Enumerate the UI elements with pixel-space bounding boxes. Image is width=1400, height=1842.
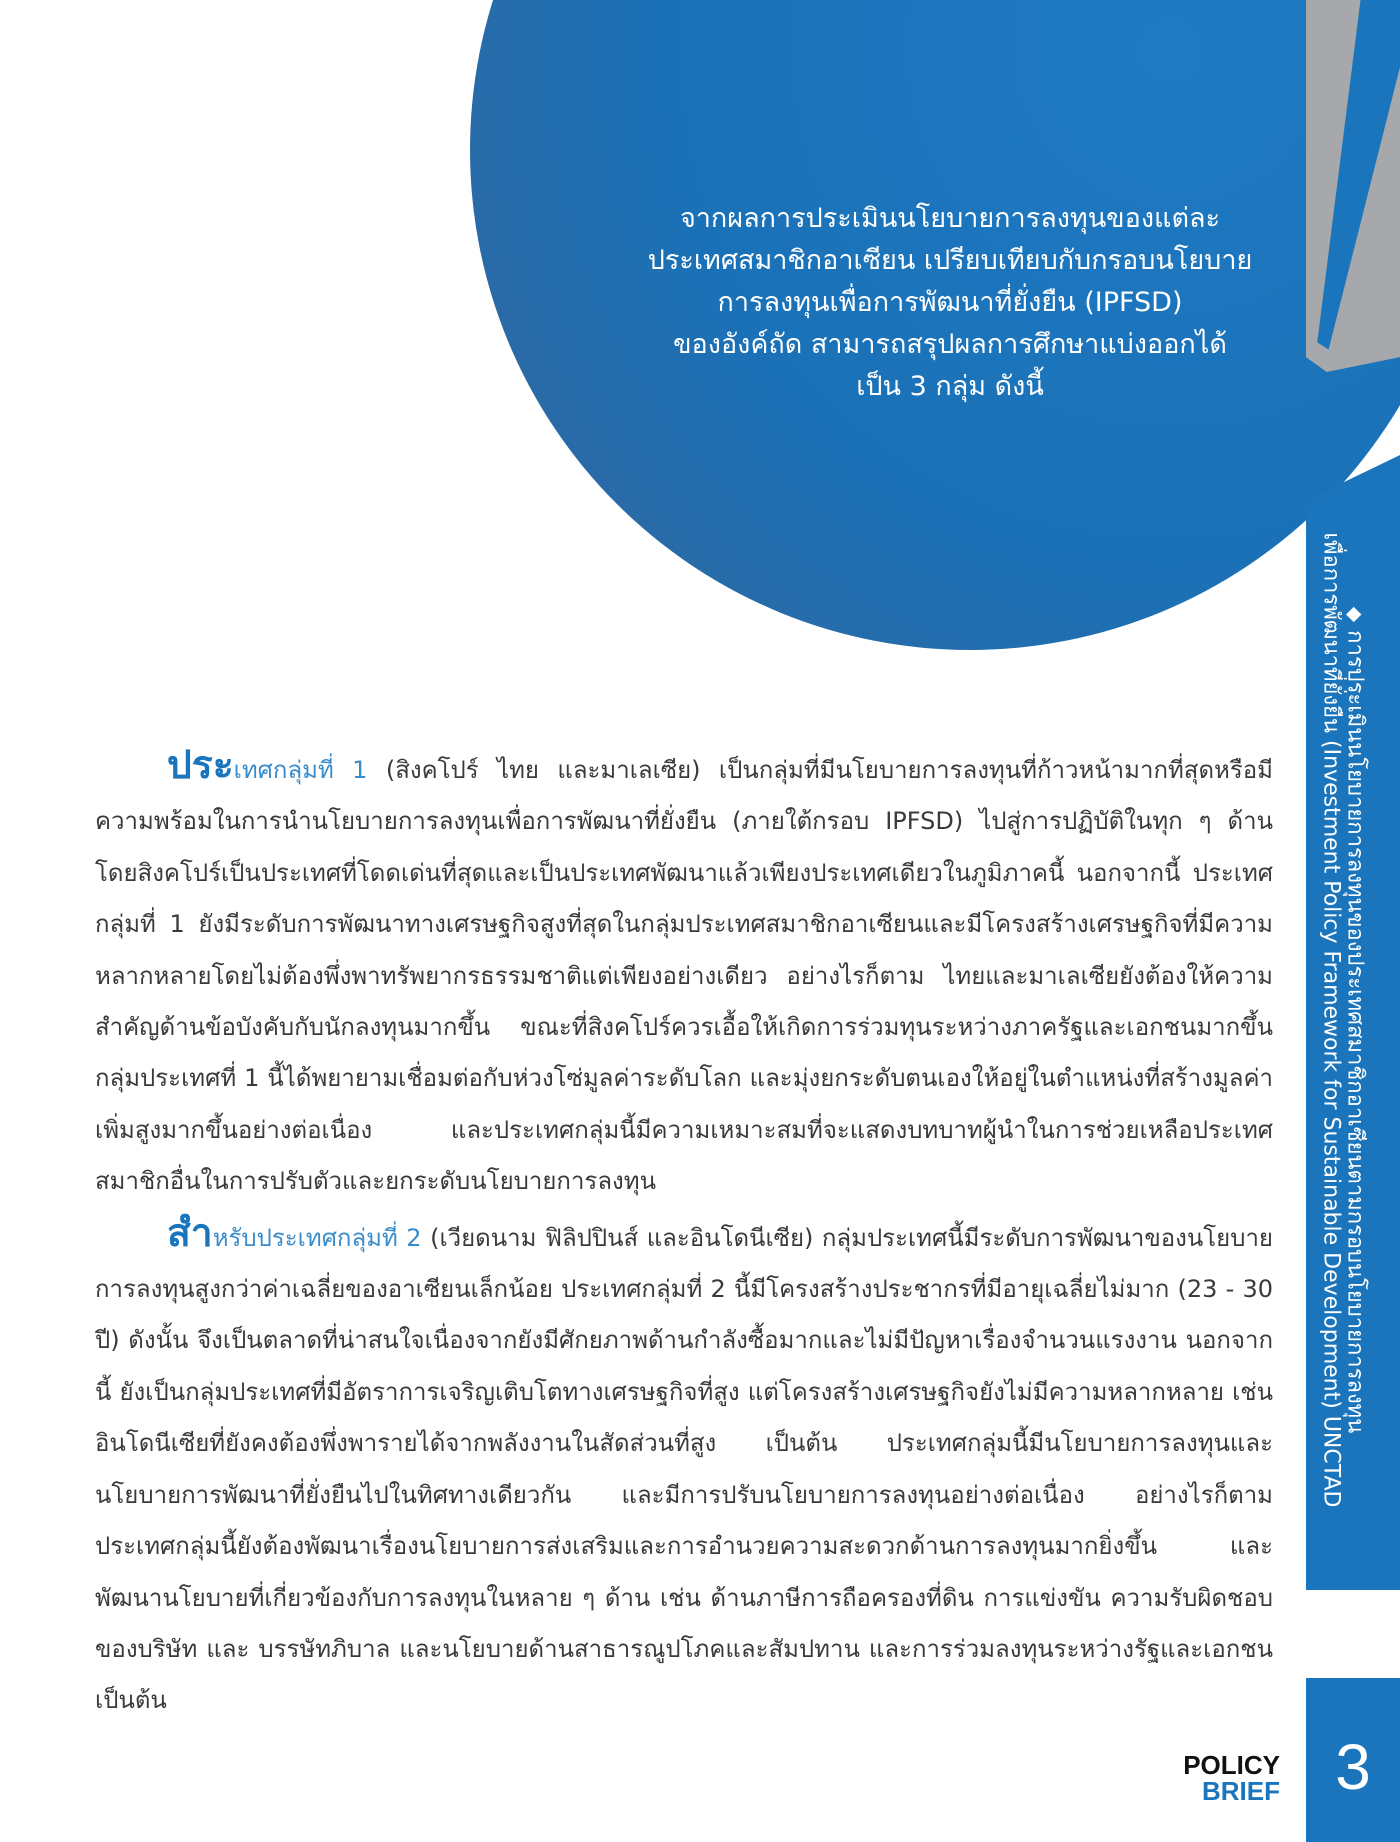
policy-brief-logo bbox=[1178, 1752, 1280, 1804]
dropcap: สำ bbox=[167, 1210, 213, 1256]
paragraph-text: (เวียดนาม ฟิลิปปินส์ และอินโดนีเซีย) กลุ่มประเทศนี้มีระดับการพัฒนาของนโยบายการลงทุนสูงกว่าค่าเฉลี่ยของอาเซียนเล็กน้อย ประเทศกลุ่มที่ 2 นี้มีโครงสร้างประชากรที่มีอายุเฉลี่ยไม่มาก (23 - 30 ปี) ดังนั้น จึงเป็นตลาดที่น่าสนใจเนื่องจากยังมีศักยภาพด้านกำลังซื้อมากและไม่มีปัญหาเรื่องจำนวนแรงงาน นอกจากนี้ ยังเป็นกลุ่มประเทศที่มีอัตราการเจริญเติบโตทางเศรษฐกิจที่สูง แต่โครงสร้างเศรษฐกิจยังไม่มีความหลากหลาย เช่น อินโดนีเซียที่ยังคงต้องพึ่งพารายได้จากพลังงานในสัดส่วนที่สูง เป็นต้น ประเทศกลุ่มนี้มีนโยบายการลงทุนและนโยบายการพัฒนาที่ยั่งยืนไปในทิศทางเดียวกัน และมีการปรับนโยบายการลงทุนอย่างต่อเนื่อง อย่างไรก็ตาม ประเทศกลุ่มนี้ยังต้องพัฒนาเรื่องนโยบายการส่งเสริมและการอำนวยความสะดวกด้านการลงทุนมากยิ่งขึ้น และพัฒนานโยบายที่เกี่ยวข้องกับการลงทุนในหลาย ๆ ด้าน เช่น ด้านภาษีการถือครองที่ดิน การแข่งขัน ความรับผิดชอบของบริษัท และ บรรษัทภิบาล และนโยบายด้านสาธารณูปโภคและสัมปทาน และการร่วมลงทุนระหว่างรัฐและเอกชน เป็นต้น bbox=[95, 1223, 1273, 1715]
paragraph-lead: เทศกลุ่มที่ 1 bbox=[233, 756, 368, 784]
brand-policy: POLICY bbox=[1183, 1750, 1280, 1780]
hero-line: เป็น 3 กลุ่ม ดังนี้ bbox=[856, 371, 1044, 402]
hero-line: ประเทศสมาชิกอาเซียน เปรียบเทียบกับกรอบนโยบาย bbox=[647, 245, 1253, 276]
page-number: 3 bbox=[1335, 1731, 1371, 1803]
paragraph-group-2 bbox=[95, 1208, 1273, 1727]
side-title bbox=[1319, 490, 1368, 1550]
hero-line: การลงทุนเพื่อการพัฒนาที่ยั่งยืน (IPFSD) bbox=[717, 287, 1183, 318]
dropcap: ประ bbox=[167, 743, 234, 788]
hero-summary bbox=[620, 198, 1280, 408]
diamond-icon: ◆ bbox=[1343, 606, 1368, 623]
paragraph-lead: หรับประเทศกลุ่มที่ 2 bbox=[212, 1223, 422, 1252]
side-title-line1: การประเมินนโยบายการลงทุนของประเทศสมาชิกอาเซียนตามกรอบนโยบายการลงทุน bbox=[1342, 630, 1368, 1434]
side-title-line2: เพื่อการพัฒนาที่ยั่งยืน (Investment Policy Framework for Sustainable Development) UNCTAD bbox=[1318, 532, 1344, 1508]
hero-line: จากผลการประเมินนโยบายการลงทุนของแต่ละ bbox=[679, 203, 1221, 234]
body-text bbox=[95, 740, 1273, 1727]
hero-line: ของอังค์ถัด สามารถสรุปผลการศึกษาแบ่งออกได้ bbox=[673, 329, 1227, 360]
paragraph-text: (สิงคโปร์ ไทย และมาเลเซีย) เป็นกลุ่มที่มีนโยบายการลงทุนที่ก้าวหน้ามากที่สุดหรือมีความพร้อมในการนำนโยบายการลงทุนเพื่อการพัฒนาที่ยั่งยืน (ภายใต้กรอบ IPFSD) ไปสู่การปฏิบัติในทุก ๆ ด้าน โดยสิงคโปร์เป็นประเทศที่โดดเด่นที่สุดและเป็นประเทศพัฒนาแล้วเพียงประเทศเดียวในภูมิภาคนี้ นอกจากนี้ ประเทศกลุ่มที่ 1 ยังมีระดับการพัฒนาทางเศรษฐกิจสูงที่สุดในกลุ่มประเทศสมาชิกอาเซียนและมีโครงสร้างเศรษฐกิจที่มีความหลากหลายโดยไม่ต้องพึ่งพาทรัพยากรธรรมชาติแต่เพียงอย่างเดียว อย่างไรก็ตาม ไทยและมาเลเซียยังต้องให้ความสำคัญด้านข้อบังคับกับนักลงทุนมากขึ้น ขณะที่สิงคโปร์ควรเอื้อให้เกิดการร่วมทุนระหว่างภาครัฐและเอกชนมากขึ้น กลุ่มประเทศที่ 1 นี้ได้พยายามเชื่อมต่อกับห่วงโซ่มูลค่าระดับโลก และมุ่งยกระดับตนเองให้อยู่ในตำแหน่งที่สร้างมูลค่าเพิ่มสูงมากขึ้นอย่างต่อเนื่อง และประเทศกลุ่มนี้มีความเหมาะสมที่จะแสดงบทบาทผู้นำในการช่วยเหลือประเทศสมาชิกอื่นในการปรับตัวและยกระดับนโยบายการลงทุน bbox=[95, 756, 1273, 1196]
brand-brief: BRIEF bbox=[1202, 1776, 1280, 1806]
paragraph-group-1 bbox=[95, 740, 1273, 1208]
